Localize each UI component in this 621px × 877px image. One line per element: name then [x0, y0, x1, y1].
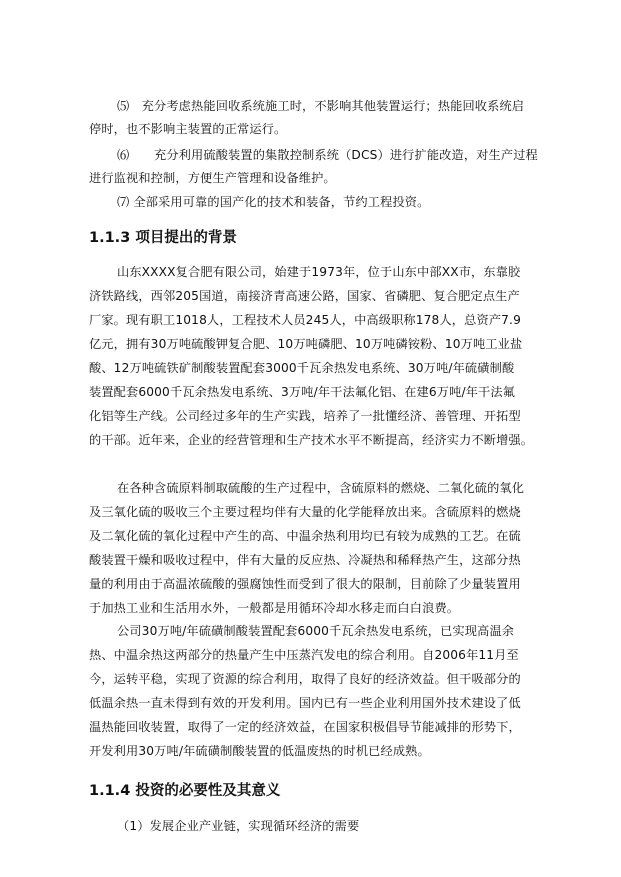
background-para3-line: 低温余热一直未得到有效的开发利用。国内已有一些企业利用国外技术建设了低 [89, 696, 521, 710]
background-para2-line: 酸装置干燥和吸收过程中，伴有大量的反应热、冷凝热和稀释热产生，这部分热 [89, 553, 521, 567]
background-para2-line: 量的利用由于高温浓硫酸的强腐蚀性而受到了很大的限制，目前除了少量装置用 [89, 577, 521, 591]
background-para2-line: 及二氧化硫的氧化过程中产生的高、中温余热利用均已有较为成熟的工艺。在硫 [89, 529, 521, 543]
background-para2-line: 在各种含硫原料制取硫酸的生产过程中，含硫原料的燃烧、二氧化硫的氧化 [117, 481, 525, 495]
item-5-line-2: 停时，也不影响主装置的正常运行。 [89, 122, 287, 136]
item-7-line-1: ⑺ 全部采用可靠的国产化的技术和装备，节约工程投资。 [117, 195, 430, 209]
item-6-line-1: ⑹ 充分利用硫酸装置的集散控制系统（DCS）进行扩能改造，对生产过程 [117, 148, 538, 162]
necessity-item-1: （1）发展企业产业链，实现循环经济的需要 [117, 819, 360, 833]
background-para3-line: 温热能回收装置，取得了一定的经济效益，在国家积极倡导节能减排的形势下， [89, 720, 521, 734]
background-para1-line: 装置配套6000千瓦余热发电系统、3万吨/年干法氟化铝、在建6万吨/年干法氟 [89, 385, 516, 399]
background-para3-line: 热、中温余热这两部分的热量产生中压蒸汽发电的综合利用。自2006年11月至 [89, 648, 519, 662]
background-para1-line: 的干部。近年来，企业的经营管理和生产技术水平不断提高，经济实力不断增强。 [89, 433, 534, 447]
background-para3-line: 今，运转平稳，实现了资源的综合利用，取得了良好的经济效益。但干吸部分的 [89, 672, 521, 686]
background-para3-line: 公司30万吨/年硫磺制酸装置配套6000千瓦余热发电系统，已实现高温余 [117, 624, 515, 638]
section-1-1-3-heading: 1.1.3 项目提出的背景 [89, 230, 237, 246]
background-para3-line: 开发利用30万吨/年硫磺制酸装置的低温废热的时机已经成熟。 [89, 744, 430, 758]
background-para1-line: 厂家。现有职工1018人，工程技术人员245人，中高级职称178人，总资产7.9 [89, 313, 521, 327]
background-para2-line: 及三氧化硫的吸收三个主要过程均伴有大量的化学能释放出来。含硫原料的燃烧 [89, 505, 521, 519]
section-1-1-4-heading: 1.1.4 投资的必要性及其意义 [89, 783, 281, 799]
background-para1-line: 济铁路线，西邻205国道，南接济青高速公路，国家、省磷肥、复合肥定点生产 [89, 289, 520, 303]
background-para2-line: 于加热工业和生活用水外，一般都是用循环冷却水移走而白白浪费。 [89, 601, 460, 615]
background-para1-line: 山东XXXX复合肥有限公司，始建于1973年，位于山东中部XX市，东靠胶 [117, 265, 521, 279]
item-6-line-2: 进行监视和控制，方便生产管理和设备维护。 [89, 171, 336, 185]
background-para1-line: 亿元，拥有30万吨硫酸钾复合肥、10万吨磷肥、10万吨磷铵粉、10万吨工业盐 [89, 337, 523, 351]
item-5-line-1: ⑸ 充分考虑热能回收系统施工时，不影响其他装置运行；热能回收系统启 [117, 99, 525, 113]
background-para1-line: 酸、12万吨硫铁矿制酸装置配套3000千瓦余热发电系统、30万吨/年硫磺制酸 [89, 361, 515, 375]
background-para1-line: 化铝等生产线。公司经过多年的生产实践，培养了一批懂经济、善管理、开拓型 [89, 409, 521, 423]
